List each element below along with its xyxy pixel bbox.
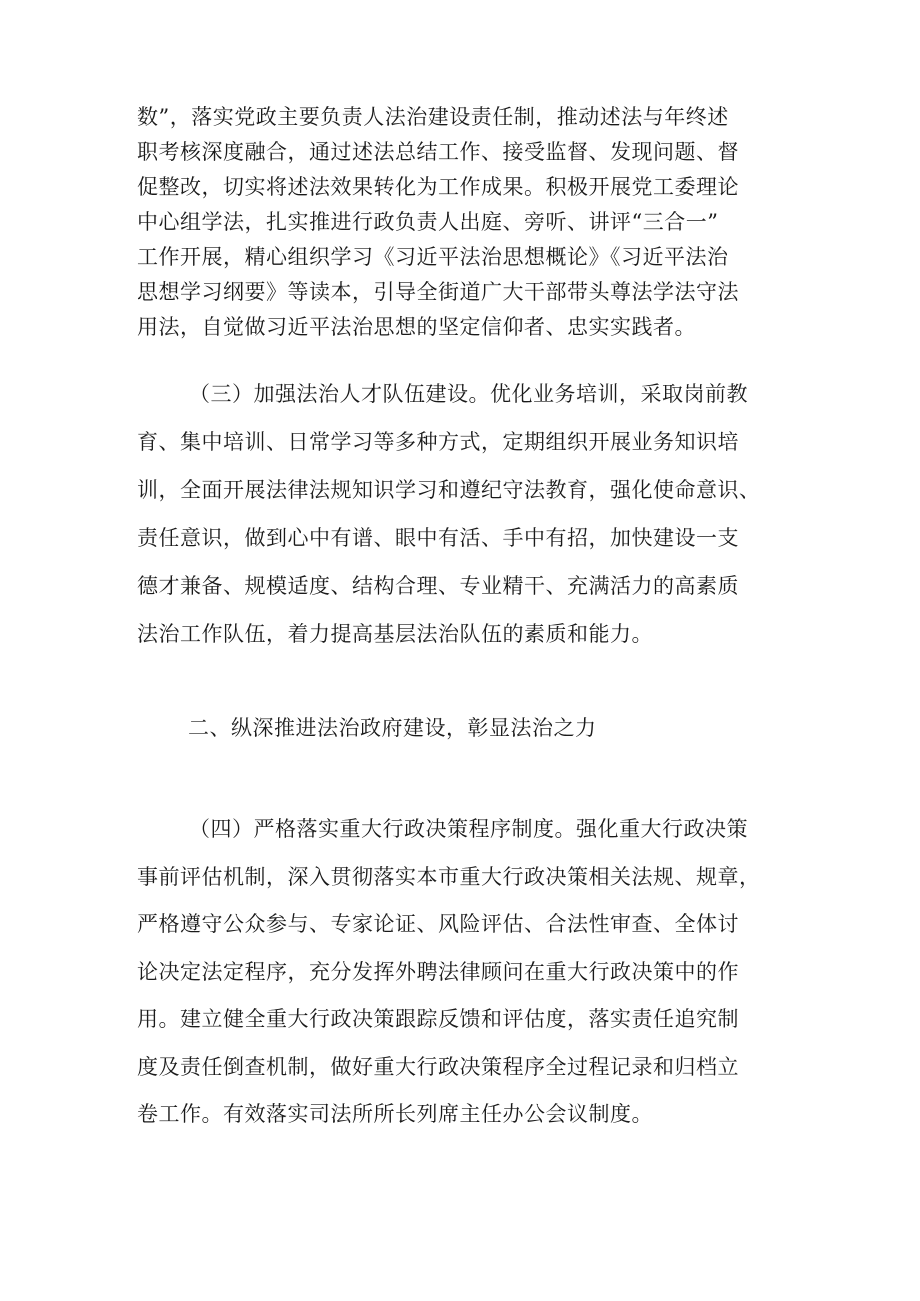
paragraph-decision-procedure — [137, 806, 797, 1139]
paragraph-line: 用。建立健全重大行政决策跟踪反馈和评估度，落实责任追究制 — [137, 1007, 739, 1031]
paragraph-line: 思想学习纲要》等读本，引导全街道广大干部带头尊法学法守法 — [137, 280, 739, 304]
paragraph-line: 训，全面开展法律法规知识学习和遵纪守法教育，强化使命意识、 — [137, 478, 761, 502]
paragraph-line: 促整改，切实将述法效果转化为工作成果。积极开展党工委理论 — [137, 175, 739, 199]
paragraph-line: 责任意识，做到心中有谱、眼中有活、手中有招，加快建设一支 — [137, 526, 739, 550]
paragraph-line: 德才兼备、规模适度、结构合理、专业精干、充满活力的高素质 — [137, 574, 739, 598]
paragraph-line: 育、集中培训、日常学习等多种方式，定期组织开展业务知识培 — [137, 430, 739, 454]
paragraph-line: 职考核深度融合，通过述法总结工作、接受监督、发现问题、督 — [137, 140, 739, 164]
paragraph-continuation — [137, 100, 797, 345]
paragraph-line: （四）严格落实重大行政决策程序制度。强化重大行政决策 — [189, 817, 748, 841]
section-heading: 二、纵深推进法治政府建设，彰显法治之力 — [188, 716, 597, 740]
paragraph-line: 论决定法定程序，充分发挥外聘法律顾问在重大行政决策中的作 — [137, 959, 739, 984]
paragraph-line: 用法，自觉做习近平法治思想的坚定信仰者、忠实实践者。 — [137, 315, 696, 339]
paragraph-line: 卷工作。有效落实司法所所长列席主任办公会议制度。 — [137, 1102, 653, 1126]
paragraph-line: 工作开展，精心组织学习《习近平法治思想概论》《习近平法治 — [137, 245, 729, 269]
paragraph-line: 度及责任倒查机制，做好重大行政决策程序全过程记录和归档立 — [137, 1054, 739, 1079]
paragraph-line: （三）加强法治人才队伍建设。优化业务培训，采取岗前教 — [189, 382, 748, 406]
paragraph-line: 数”，落实党政主要负责人法治建设责任制，推动述法与年终述 — [137, 105, 729, 129]
paragraph-line: 严格遵守公众参与、专家论证、风险评估、合法性审查、全体讨 — [137, 912, 739, 936]
paragraph-line: 事前评估机制，深入贯彻落实本市重大行政决策相关法规、规章， — [137, 864, 761, 889]
paragraph-line: 法治工作队伍，着力提高基层法治队伍的素质和能力。 — [137, 622, 653, 646]
paragraph-line: 中心组学法，扎实推进行政负责人出庭、旁听、讲评“三合一” — [137, 210, 719, 234]
paragraph-talent-team — [137, 370, 797, 658]
